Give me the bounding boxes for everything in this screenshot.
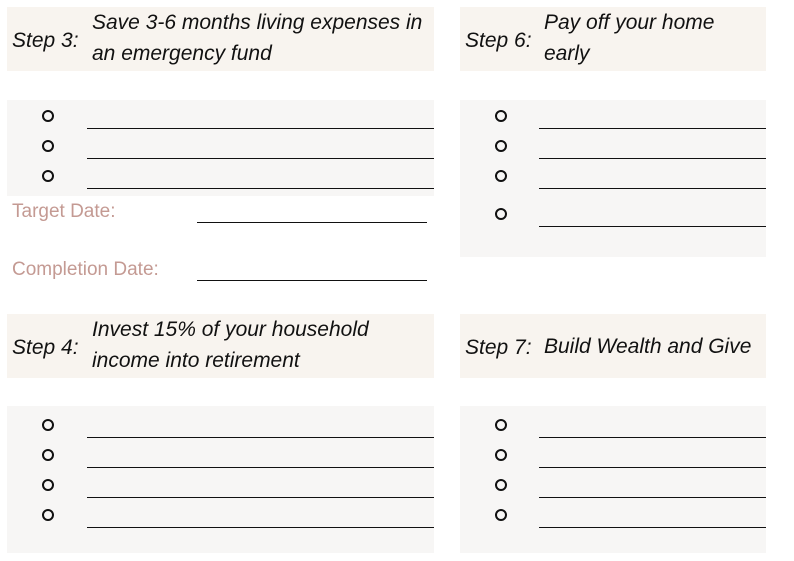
checkbox-circle-icon[interactable]: [42, 479, 54, 491]
checklist-item: [460, 469, 766, 499]
completion-date-label: Completion Date:: [12, 259, 159, 280]
checklist-item: [7, 499, 434, 529]
checklist-item: [460, 100, 766, 130]
step-7-header: [460, 314, 766, 378]
completion-date-line[interactable]: [197, 280, 427, 281]
answer-line[interactable]: [87, 497, 434, 498]
step-6-header: [460, 7, 766, 71]
answer-line[interactable]: [87, 158, 434, 159]
checklist-item: [7, 160, 434, 190]
answer-line[interactable]: [87, 128, 434, 129]
checklist-item: [7, 409, 434, 439]
checklist-item: [460, 409, 766, 439]
answer-line[interactable]: [539, 128, 766, 129]
checkbox-circle-icon[interactable]: [495, 110, 507, 122]
checkbox-circle-icon[interactable]: [495, 419, 507, 431]
answer-line[interactable]: [87, 188, 434, 189]
checkbox-circle-icon[interactable]: [42, 170, 54, 182]
step-6-label: Step 6:: [465, 29, 532, 52]
step-6-text-line-1: Pay off your home: [544, 11, 715, 34]
step-4-checklist: [7, 406, 434, 553]
checklist-item: [7, 439, 434, 469]
checklist-item: [460, 130, 766, 160]
step-7-label: Step 7:: [465, 336, 532, 359]
checkbox-circle-icon[interactable]: [42, 419, 54, 431]
step-7-text-line-1: Build Wealth and Give: [544, 335, 752, 358]
checklist-item: [7, 130, 434, 160]
answer-line[interactable]: [539, 226, 766, 227]
checkbox-circle-icon[interactable]: [495, 479, 507, 491]
checkbox-circle-icon[interactable]: [42, 449, 54, 461]
checkbox-circle-icon[interactable]: [42, 110, 54, 122]
checkbox-circle-icon[interactable]: [495, 509, 507, 521]
checklist-item: [460, 198, 766, 228]
checkbox-circle-icon[interactable]: [42, 140, 54, 152]
step-3-text-line-2: an emergency fund: [92, 42, 272, 65]
target-date-label: Target Date:: [12, 201, 116, 222]
checkbox-circle-icon[interactable]: [495, 449, 507, 461]
checklist-item: [460, 499, 766, 529]
checkbox-circle-icon[interactable]: [495, 208, 507, 220]
step-4-text-line-2: income into retirement: [92, 349, 300, 372]
answer-line[interactable]: [87, 527, 434, 528]
answer-line[interactable]: [539, 527, 766, 528]
answer-line[interactable]: [539, 188, 766, 189]
checklist-item: [7, 469, 434, 499]
step-3-header: [7, 7, 434, 71]
step-6-text-line-2: early: [544, 42, 590, 65]
answer-line[interactable]: [539, 467, 766, 468]
step-3-checklist: [7, 100, 434, 196]
answer-line[interactable]: [87, 467, 434, 468]
checklist-item: [460, 439, 766, 469]
checklist-item: [460, 160, 766, 190]
answer-line[interactable]: [539, 158, 766, 159]
answer-line[interactable]: [539, 497, 766, 498]
answer-line[interactable]: [87, 437, 434, 438]
checkbox-circle-icon[interactable]: [495, 140, 507, 152]
answer-line[interactable]: [539, 437, 766, 438]
step-4-label: Step 4:: [12, 336, 79, 359]
checkbox-circle-icon[interactable]: [42, 509, 54, 521]
step-6-checklist: [460, 100, 766, 257]
checkbox-circle-icon[interactable]: [495, 170, 507, 182]
step-4-text-line-1: Invest 15% of your household: [92, 318, 369, 341]
step-7-checklist: [460, 406, 766, 553]
checklist-item: [7, 100, 434, 130]
step-4-header: [7, 314, 434, 378]
step-3-text-line-1: Save 3-6 months living expenses in: [92, 11, 423, 34]
step-3-label: Step 3:: [12, 29, 79, 52]
target-date-line[interactable]: [197, 222, 427, 223]
